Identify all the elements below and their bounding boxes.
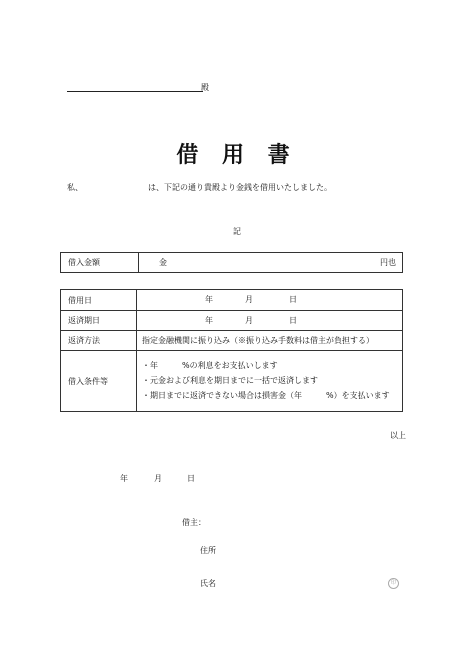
condition-line: ・期日までに返済できない場合は損害金（年 %）を支払います bbox=[142, 391, 390, 400]
row-borrow-date bbox=[61, 290, 402, 311]
closing-text: 以上 bbox=[390, 431, 406, 440]
sign-date-year: 年 bbox=[120, 474, 128, 483]
borrow-date-year: 年 bbox=[205, 295, 213, 304]
addressee-suffix: 殿 bbox=[201, 83, 209, 92]
conditions-label: 借入条件等 bbox=[61, 351, 137, 411]
amount-prefix: 金 bbox=[159, 258, 167, 267]
conditions-value bbox=[137, 351, 402, 411]
document-title: 借 用 書 bbox=[176, 142, 298, 168]
amount-label: 借入金額 bbox=[61, 253, 139, 272]
method-text: 指定金融機関に振り込み（※振り込み手数料は借主が負担する） bbox=[142, 336, 374, 345]
amount-table bbox=[60, 252, 403, 273]
borrow-date-value bbox=[137, 290, 402, 310]
condition-line: ・元金および利息を期日までに一括で返済します bbox=[142, 376, 318, 385]
sign-date-month: 月 bbox=[154, 474, 162, 483]
intro-text: は、下記の通り貴殿より金銭を借用いたしました。 bbox=[148, 183, 332, 192]
method-label: 返済方法 bbox=[61, 331, 137, 350]
borrow-date-day: 日 bbox=[289, 295, 297, 304]
due-date-value bbox=[137, 311, 402, 330]
row-conditions bbox=[61, 351, 402, 411]
sign-date-day: 日 bbox=[187, 474, 195, 483]
seal-mark: 印 bbox=[388, 578, 399, 589]
name-label: 氏名 bbox=[200, 579, 216, 588]
address-label: 住所 bbox=[200, 546, 216, 555]
due-date-label: 返済期日 bbox=[61, 311, 137, 330]
borrow-date-month: 月 bbox=[245, 295, 253, 304]
row-method bbox=[61, 331, 402, 351]
amount-suffix: 円也 bbox=[380, 258, 396, 267]
addressee-line bbox=[67, 91, 203, 92]
condition-line: ・年 %の利息をお支払いします bbox=[142, 361, 278, 370]
borrower-label: 借主： bbox=[182, 518, 206, 527]
method-value bbox=[137, 331, 402, 350]
ki-heading: 記 bbox=[233, 227, 241, 236]
details-table bbox=[60, 289, 403, 412]
due-date-month: 月 bbox=[245, 316, 253, 325]
row-due-date bbox=[61, 311, 402, 331]
due-date-year: 年 bbox=[205, 316, 213, 325]
intro-prefix: 私、 bbox=[67, 183, 83, 192]
due-date-day: 日 bbox=[289, 316, 297, 325]
borrow-date-label: 借用日 bbox=[61, 290, 137, 310]
